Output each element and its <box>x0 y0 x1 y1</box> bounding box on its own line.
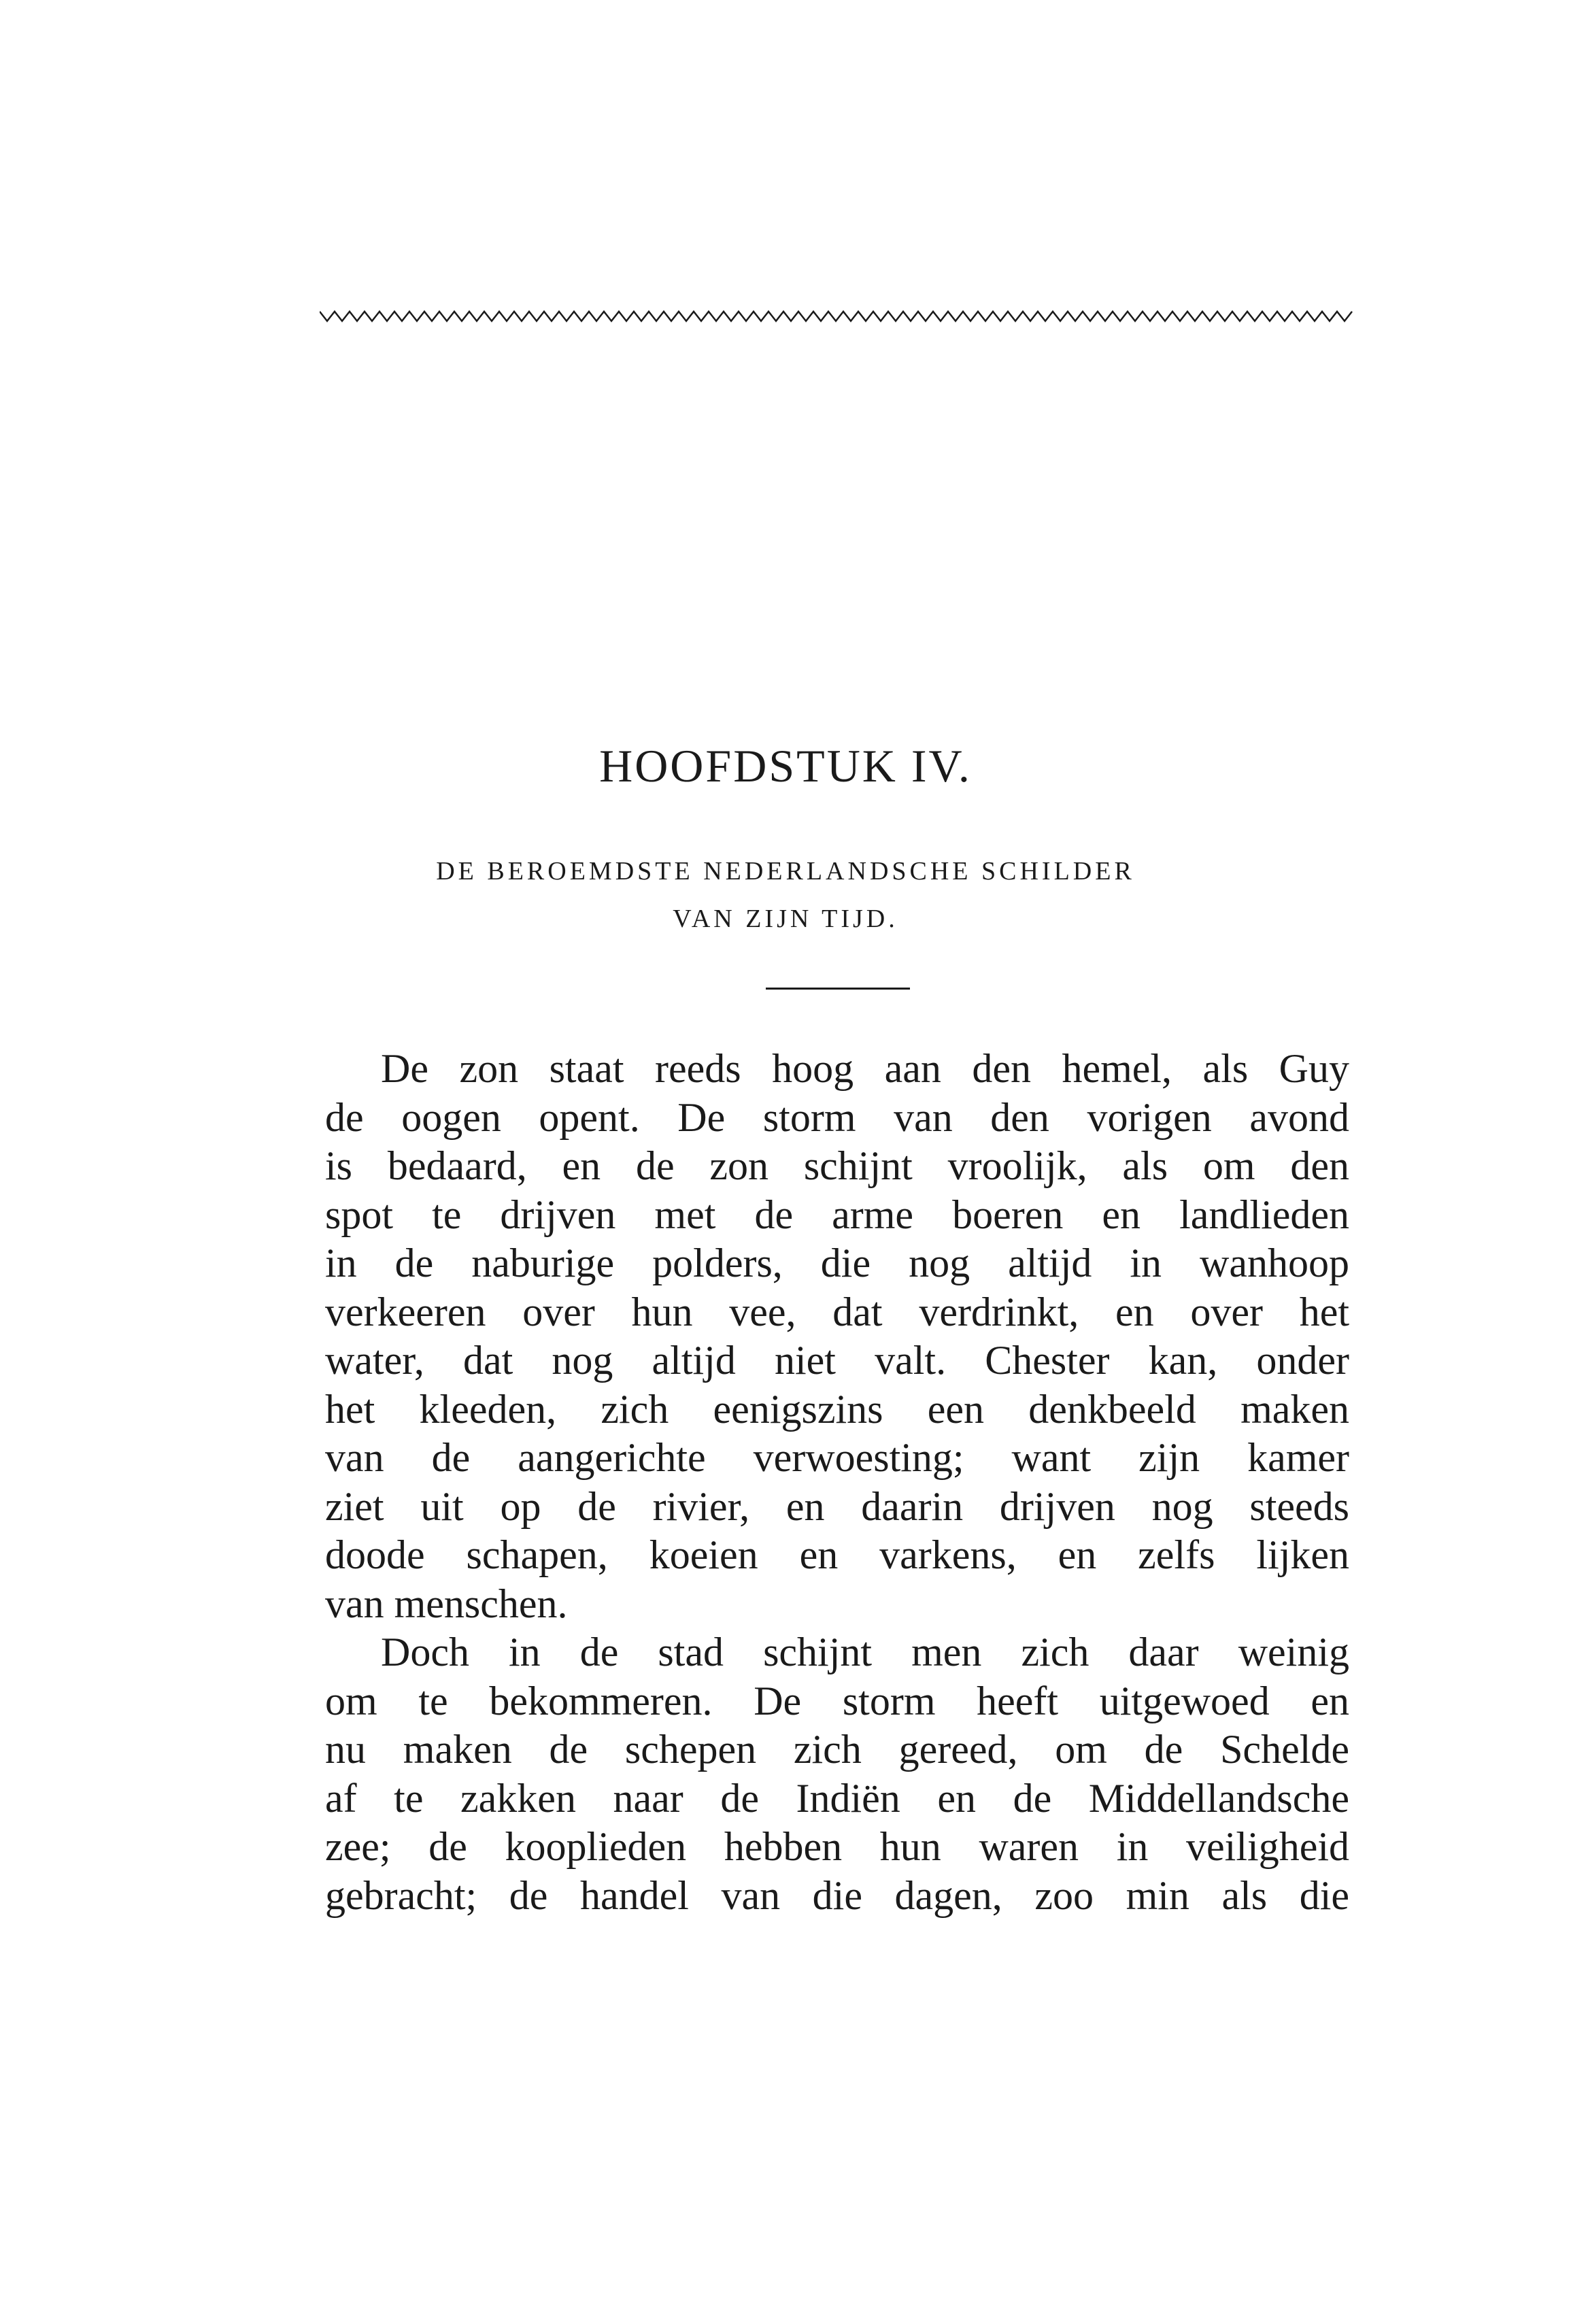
text-line: gebracht; de handel van die dagen, zoo min als die <box>325 1872 1349 1918</box>
text-line: van de aangerichte verwoesting; want zijn kamer <box>325 1435 1349 1480</box>
text-line: af te zakken naar de Indiën en de Middellandsche <box>325 1775 1349 1821</box>
chapter-subtitle-line-2: VAN ZIJN TIJD. <box>673 905 898 933</box>
text-line: ziet uit op de rivier, en daarin drijven nog steeds <box>325 1483 1349 1529</box>
chapter-title: HOOFDSTUK IV. <box>599 740 972 792</box>
text-line: spot te drijven met de arme boeren en landlieden <box>325 1192 1349 1237</box>
text-line: het kleeden, zich eenigszins een denkbeeld maken <box>325 1386 1349 1432</box>
text-line: verkeeren over hun vee, dat verdrinkt, en over het <box>325 1289 1349 1334</box>
text-line: doode schapen, koeien en varkens, en zelfs lijken <box>325 1532 1349 1577</box>
text-line: water, dat nog altijd niet valt. Chester kan, onder <box>325 1338 1349 1383</box>
body-text <box>325 1045 1349 1920</box>
text-line: De zon staat reeds hoog aan den hemel, als Guy <box>381 1046 1349 1091</box>
text-line: om te bekommeren. De storm heeft uitgewoed en <box>325 1678 1349 1723</box>
text-line: is bedaard, en de zon schijnt vroolijk, als om den <box>325 1143 1349 1188</box>
text-line: in de naburige polders, die nog altijd in wanhoop <box>325 1241 1349 1285</box>
text-line: de oogen opent. De storm van den vorigen avond <box>325 1094 1349 1140</box>
wavy-ornament-rule <box>320 307 1353 326</box>
text-line: Doch in de stad schijnt men zich daar weinig <box>381 1630 1349 1674</box>
text-line: zee; de kooplieden hebben hun waren in veiligheid <box>325 1824 1349 1869</box>
chapter-subtitle-line-1: DE BEROEMDSTE NEDERLANDSCHE SCHILDER <box>436 857 1135 886</box>
section-divider <box>766 988 910 990</box>
text-line: nu maken de schepen zich gereed, om de Schelde <box>325 1727 1349 1772</box>
text-line: van menschen. <box>325 1581 568 1626</box>
